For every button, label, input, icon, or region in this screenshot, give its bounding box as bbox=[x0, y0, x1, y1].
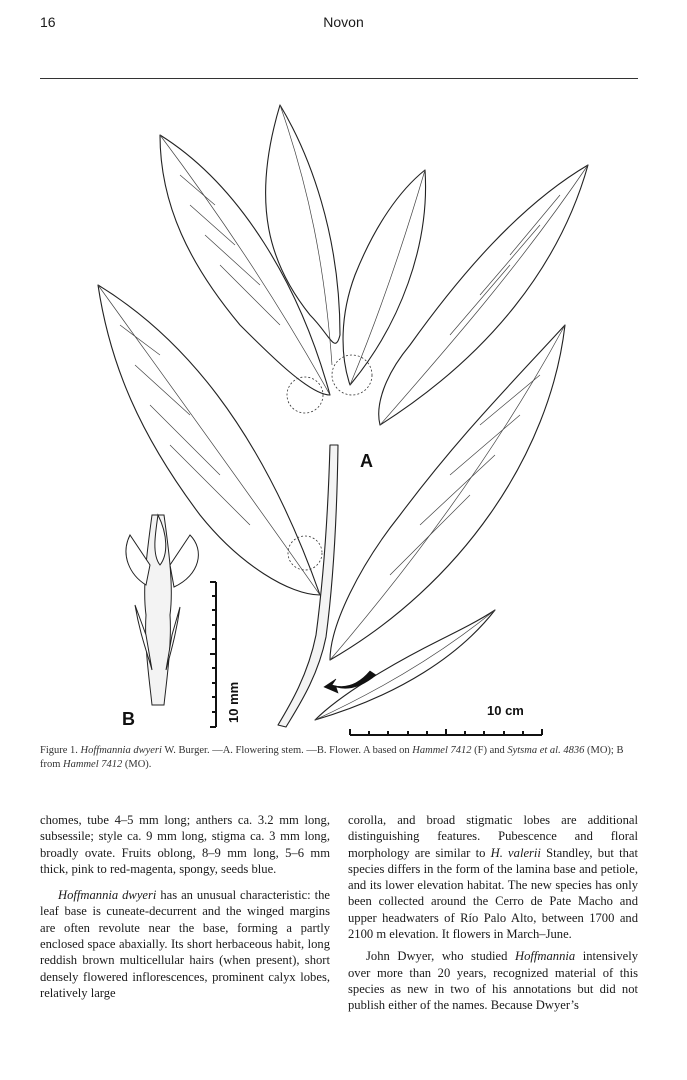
page-number: 16 bbox=[40, 14, 56, 30]
related-species: H. valerii bbox=[490, 845, 541, 860]
caption-collector-2: Sytsma et al. 4836 bbox=[507, 745, 585, 756]
caption-specimen-1: Hammel 7412 bbox=[412, 745, 472, 756]
history-text-b: intensively over more than 20 years, recognized material of this species as new in two of his annotations but did not publish either of the names. Because Dwyer’s bbox=[348, 949, 638, 1013]
genus-name: Hoffmannia bbox=[515, 949, 576, 964]
caption-text-1: W. Burger. —A. Flowering stem. —B. Flower. A based on bbox=[164, 745, 410, 756]
discussion-text: has an unusual characteristic: the leaf base is cuneate-decurrent and the winged margins are often revolute near the base, forming a partly enclosed space abaxially. Its short herbaceous habit, long reddish brown multicellular hairs (when present), short densely flowered inflorescences, prominent calyx lobes, relatively large bbox=[40, 888, 330, 1000]
caption-lead: Figure 1. bbox=[40, 745, 78, 756]
caption-text-3: (MO); B from bbox=[40, 745, 624, 770]
text-column-left bbox=[40, 812, 330, 1001]
text-column-right bbox=[348, 812, 638, 1014]
paragraph-continued bbox=[348, 812, 638, 942]
caption-specimen-3: Hammel 7412 bbox=[63, 759, 123, 770]
journal-name: Novon bbox=[323, 14, 364, 30]
caption-text-4: (MO). bbox=[124, 759, 152, 770]
botanical-illustration bbox=[40, 95, 640, 740]
figure-caption bbox=[40, 744, 640, 772]
paragraph-discussion bbox=[40, 887, 330, 1001]
continued-text-a: corolla, and broad stigmatic lobes are additional distinguishing features. Pubescence and floral morphology are similar to bbox=[348, 813, 638, 860]
page-header bbox=[0, 0, 687, 90]
illustration-drawing bbox=[40, 95, 640, 740]
species-name: Hoffmannia dwyeri bbox=[58, 888, 157, 903]
paragraph-history bbox=[348, 948, 638, 1013]
caption-text-2: (F) and bbox=[474, 745, 505, 756]
figure-label-b: B bbox=[122, 709, 135, 729]
scale-label-b: 10 mm bbox=[226, 681, 241, 723]
header-rule bbox=[40, 78, 638, 79]
caption-species: Hoffmannia dwyeri bbox=[80, 745, 162, 756]
history-text-a: John Dwyer, who studied bbox=[366, 949, 508, 964]
scale-label-a: 10 cm bbox=[487, 703, 524, 718]
figure-label-a: A bbox=[360, 451, 373, 471]
continued-text-b: Standley, but that species differs in the form of the lamina base and petiole, and its lower elevation habitat. The new species has only been collected around the Cerro de Pate Macho and upper headwaters of Río Palo Alto, between 1700 and 2100 m elevation. It flowers in March–June. bbox=[348, 845, 638, 942]
paragraph-description: chomes, tube 4–5 mm long; anthers ca. 3.2 mm long, subsessile; style ca. 9 mm long, stigma ca. 3 mm long, broadly ovate. Fruits oblong, 8–9 mm long, 5–6 mm thick, pink to red-magenta, spongy, seeds blue. bbox=[40, 813, 330, 876]
